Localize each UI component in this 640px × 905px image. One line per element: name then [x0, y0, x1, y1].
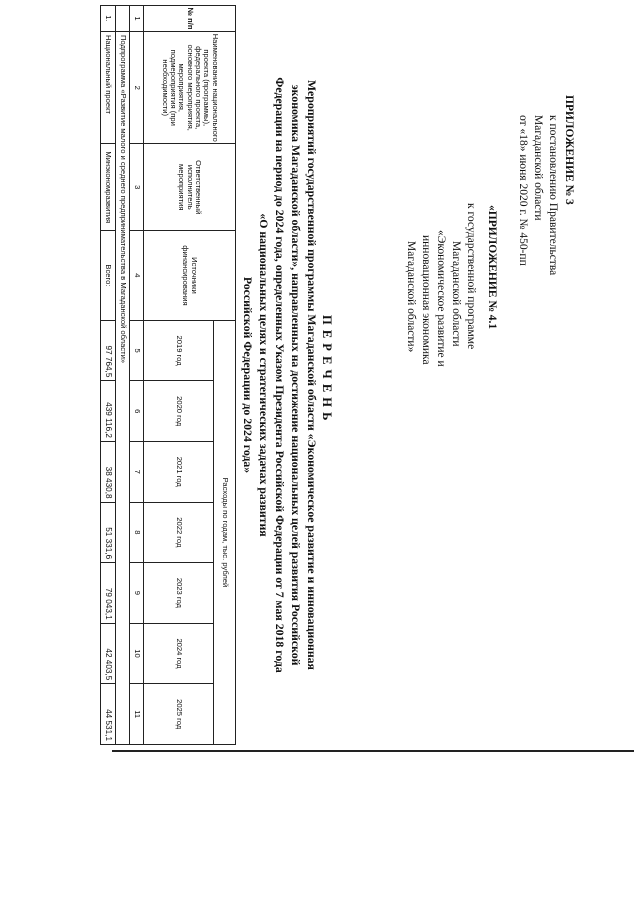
header-expenses: Расходы по годам, тыс. рублей — [214, 320, 236, 744]
header-year-2020: 2020 год — [144, 381, 214, 442]
appendix-line-1: к постановлению Правительства — [547, 115, 559, 276]
col-number: 4 — [130, 231, 144, 321]
row-num: 1. — [101, 6, 116, 32]
prilozhenie-line-1: к государственной программе — [465, 203, 477, 350]
horizontal-rule — [112, 750, 634, 752]
header-year-2022: 2022 год — [144, 502, 214, 563]
header-source: Источники финансирования — [144, 231, 236, 321]
row-value-2020: 439 116,2 — [101, 381, 116, 442]
header-name: Наименование национального проекта (программы), федерального проекта, основного мероприятия, мероприятия, подмероприятия (при необходимости) — [144, 31, 236, 144]
measures-table — [100, 5, 236, 745]
col-number: 6 — [130, 381, 144, 442]
col-number: 9 — [130, 563, 144, 624]
header-year-2024: 2024 год — [144, 623, 214, 684]
col-number: 8 — [130, 502, 144, 563]
row-value-2025: 44 531,1 — [101, 684, 116, 745]
header-year-2019: 2019 год — [144, 320, 214, 381]
col-number: 7 — [130, 441, 144, 502]
subprogram-blank — [116, 6, 130, 32]
document-heading: П Е Р Е Ч Е Н Ь — [320, 315, 334, 422]
title-line-1: Мероприятий государственной программы Магаданской области «Экономическое развитие и инновационная — [305, 80, 319, 670]
row-value-2024: 42 403,5 — [101, 623, 116, 684]
row-value-2021: 38 430,8 — [101, 441, 116, 502]
header-year-2023: 2023 год — [144, 563, 214, 624]
row-executor: Минэкономразвития — [101, 144, 116, 231]
header-num: № п/п — [144, 6, 236, 32]
title-line-5: Российской Федерации до 2024 года» — [241, 276, 255, 474]
prilozhenie-line-4: инновационная экономика — [420, 235, 432, 365]
title-line-2: экономика Магаданской области», направленных на достижение национальных целей развития Российской — [289, 84, 303, 666]
title-line-3: Федерации на период до 2024 года, определенных Указом Президента Российской Федерации от 7 мая 2018 года — [273, 77, 287, 673]
row-value-2022: 51 331,6 — [101, 502, 116, 563]
col-number: 5 — [130, 320, 144, 381]
appendix-line-3: от «18» июня 2020 г. № 450-пп — [517, 115, 529, 266]
appendix-line-2: Магаданской области — [532, 115, 544, 221]
row-value-2023: 79 043,1 — [101, 563, 116, 624]
appendix-title: ПРИЛОЖЕНИЕ № 3 — [563, 95, 575, 205]
prilozhenie-line-5: Магаданской области» — [405, 241, 417, 353]
col-number: 3 — [130, 144, 144, 231]
col-number: 2 — [130, 31, 144, 144]
col-number: 11 — [130, 684, 144, 745]
header-year-2021: 2021 год — [144, 441, 214, 502]
row-source: Всего: — [101, 231, 116, 321]
col-number: 10 — [130, 623, 144, 684]
row-name: Национальный проект — [101, 31, 116, 144]
title-line-4: «О национальных целях и стратегических задачах развития — [257, 213, 271, 537]
prilozhenie-title: «ПРИЛОЖЕНИЕ № 4.1 — [486, 205, 498, 330]
header-executor: Ответственный исполнитель мероприятия — [144, 144, 236, 231]
prilozhenie-line-2: Магаданской области — [450, 241, 462, 347]
col-number: 1 — [130, 6, 144, 32]
prilozhenie-line-3: «Экономическое развитие и — [435, 230, 447, 367]
header-year-2025: 2025 год — [144, 684, 214, 745]
row-value-2019: 97 764,5 — [101, 320, 116, 381]
rotated-document — [103, 5, 580, 745]
subprogram-title: Подпрограмма «Развитие малого и среднего предпринимательства в Магаданской области» — [116, 31, 130, 744]
